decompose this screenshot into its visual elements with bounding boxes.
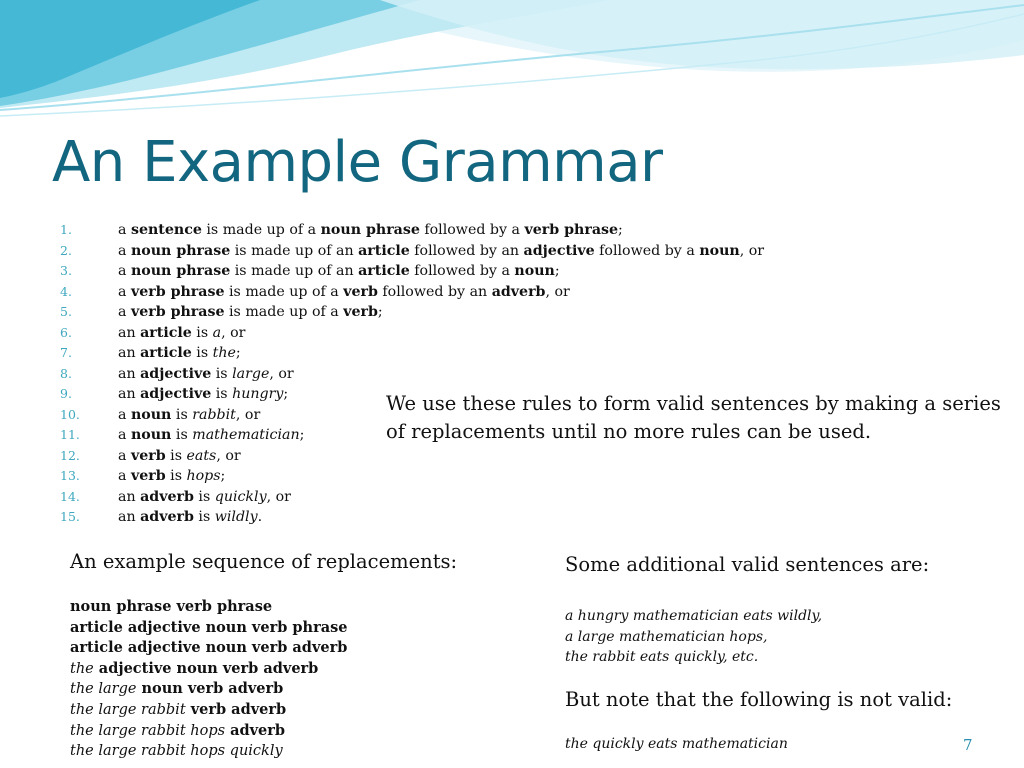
text-segment: verb [130, 447, 166, 464]
rule-number: 7. [60, 345, 72, 360]
grammar-rule [60, 302, 800, 323]
text-segment: is made up of an [230, 263, 359, 279]
additional-sentences [565, 606, 822, 668]
text-segment: the [70, 660, 94, 677]
text-segment: adjective [140, 365, 212, 382]
text-segment: a [212, 324, 222, 341]
sequence-step [70, 700, 348, 721]
text-segment: hops [186, 468, 221, 484]
rule-number: 6. [60, 324, 72, 340]
text-segment: is [171, 427, 193, 443]
text-segment: is made up of a [201, 222, 321, 238]
text-segment: is [193, 509, 215, 525]
text-segment: large [232, 365, 270, 382]
text-segment: , or [216, 447, 241, 464]
rule-text [118, 384, 288, 405]
text-segment: mathematician [192, 427, 300, 443]
rule-number: 1. [60, 222, 72, 237]
text-segment: , or [739, 242, 765, 259]
text-segment: is [191, 345, 213, 361]
text-segment: an [118, 488, 141, 505]
text-segment: followed by a [419, 222, 525, 238]
rule-text [118, 302, 383, 323]
text-segment: . [257, 509, 263, 525]
rule-text [118, 220, 623, 241]
rule-text [118, 343, 241, 364]
text-segment: noun verb adverb [136, 680, 284, 698]
sequence-step [70, 741, 348, 762]
text-segment: , or [221, 324, 246, 341]
text-segment: noun [130, 406, 172, 423]
text-segment: adjective [140, 386, 212, 402]
text-segment: article [358, 242, 410, 259]
text-segment: noun [699, 242, 740, 259]
text-segment: is [211, 365, 233, 382]
text-segment: an [118, 324, 141, 341]
text-segment: hungry [232, 386, 284, 402]
text-segment: article [140, 324, 192, 341]
grammar-rule [60, 364, 800, 385]
sequence-step [70, 618, 348, 639]
rule-text [118, 487, 291, 508]
grammar-rule [60, 507, 800, 528]
rule-text [118, 425, 304, 446]
text-segment: noun phrase [320, 222, 420, 238]
explanation-callout: We use these rules to form valid sentences by making a series of replacements until no more rules can be used. [386, 392, 1001, 443]
page-number: 7 [963, 736, 973, 754]
grammar-rule [60, 323, 800, 344]
text-segment: noun phrase verb phrase [70, 598, 273, 615]
text-segment: is made up of a [224, 283, 344, 300]
grammar-rule [60, 282, 800, 303]
text-segment: ; [220, 468, 226, 484]
text-segment: verb phrase [524, 222, 619, 238]
text-segment: a [118, 427, 131, 443]
text-segment: wildly [214, 509, 258, 525]
rule-text [118, 507, 262, 528]
rule-text [118, 405, 260, 426]
rule-text [118, 364, 294, 385]
text-segment: adjective noun verb adverb [93, 659, 319, 677]
grammar-rule [60, 261, 800, 282]
text-segment: followed by an [377, 283, 492, 300]
grammar-rule [60, 220, 800, 241]
text-segment: eats [186, 447, 217, 464]
rule-number: 5. [60, 304, 72, 319]
text-segment: verb [343, 304, 378, 320]
text-segment: article adjective noun verb adverb [70, 639, 348, 657]
rule-number: 3. [60, 263, 72, 278]
text-segment: adverb [140, 488, 194, 505]
sequence-step [70, 659, 348, 680]
rule-text [118, 241, 764, 262]
rule-number: 14. [60, 488, 80, 504]
text-segment: is [211, 386, 233, 402]
text-segment: ; [618, 222, 623, 238]
text-segment: the [212, 345, 236, 361]
text-segment: the large rabbit hops [70, 722, 226, 739]
text-segment: a [118, 283, 131, 300]
text-segment: article [140, 345, 192, 361]
text-segment: an [118, 345, 141, 361]
text-segment: noun phrase [130, 263, 231, 279]
grammar-rule [60, 343, 800, 364]
text-segment: adverb [491, 283, 546, 300]
sequence-heading: An example sequence of replacements: [70, 550, 458, 573]
rule-text [118, 446, 241, 467]
rule-number: 13. [60, 468, 80, 483]
grammar-rules-list [60, 220, 800, 528]
text-segment: followed by a [409, 263, 515, 279]
sequence-step [70, 679, 348, 700]
text-segment: is [171, 406, 193, 423]
text-segment: verb [130, 468, 166, 484]
text-segment: the large rabbit hops quickly [70, 743, 283, 760]
additional-sentence: a large mathematician hops, [565, 628, 768, 645]
text-segment: , or [269, 365, 294, 382]
additional-sentence: a hungry mathematician eats wildly, [565, 608, 823, 624]
text-segment: followed by an [409, 242, 524, 259]
grammar-rule [60, 466, 800, 487]
text-segment: verb phrase [130, 304, 225, 320]
text-segment: noun [130, 427, 172, 443]
sequence-step [70, 597, 348, 618]
text-segment: is made up of an [230, 242, 359, 259]
rule-text [118, 323, 245, 344]
text-segment: is [165, 468, 187, 484]
text-segment: , or [266, 488, 291, 505]
text-segment: , or [235, 406, 261, 423]
text-segment: is [165, 447, 187, 464]
text-segment: an [118, 386, 141, 402]
sequence-step [70, 638, 348, 659]
text-segment: ; [235, 345, 241, 361]
text-segment: followed by a [594, 242, 700, 259]
text-segment: verb [343, 283, 378, 300]
not-valid-heading: But note that the following is not valid: [565, 688, 953, 711]
text-segment: ; [283, 386, 289, 402]
sequence-step [70, 721, 348, 742]
text-segment: a [118, 222, 131, 238]
slide-title: An Example Grammar [52, 130, 663, 195]
text-segment: a [118, 242, 131, 259]
text-segment: verb adverb [185, 700, 287, 718]
text-segment: a [118, 263, 131, 279]
text-segment: adverb [140, 509, 194, 525]
text-segment: ; [377, 304, 383, 320]
text-segment: the large rabbit [70, 701, 186, 718]
grammar-rule [60, 487, 800, 508]
text-segment: an [118, 365, 141, 382]
text-segment: an [118, 509, 141, 525]
header-wave-decoration [0, 0, 1024, 120]
text-segment: adjective [523, 242, 595, 259]
grammar-rule [60, 241, 800, 262]
rule-number: 15. [60, 509, 80, 524]
rule-number: 8. [60, 365, 72, 381]
text-segment: quickly [214, 488, 267, 505]
rule-number: 12. [60, 447, 80, 463]
additional-sentence: the rabbit eats quickly, etc. [565, 649, 759, 665]
text-segment: the large [70, 681, 137, 698]
replacement-sequence [70, 597, 348, 762]
text-segment: is [193, 488, 215, 505]
text-segment: a [118, 304, 131, 320]
text-segment: ; [299, 427, 305, 443]
invalid-example: the quickly eats mathematician [565, 736, 788, 752]
text-segment: ; [554, 263, 560, 279]
text-segment: is [191, 324, 213, 341]
text-segment: rabbit [192, 406, 236, 423]
text-segment: noun [514, 263, 555, 279]
text-segment: a [118, 406, 131, 423]
rule-number: 9. [60, 386, 72, 401]
text-segment: is made up of a [224, 304, 344, 320]
text-segment: verb phrase [130, 283, 225, 300]
rule-number: 4. [60, 283, 72, 299]
text-segment: adverb [225, 721, 286, 739]
rule-number: 2. [60, 242, 72, 258]
text-segment: noun phrase [130, 242, 231, 259]
rule-number: 10. [60, 406, 80, 422]
grammar-rule [60, 446, 800, 467]
rule-text [118, 261, 560, 282]
rule-text [118, 282, 570, 303]
text-segment: sentence [130, 222, 202, 238]
text-segment: , or [545, 283, 570, 300]
rule-number: 11. [60, 427, 80, 442]
text-segment: article adjective noun verb phrase [70, 618, 348, 636]
additional-sentences-heading: Some additional valid sentences are: [565, 553, 930, 576]
text-segment: a [118, 447, 131, 464]
text-segment: a [118, 468, 131, 484]
rule-text [118, 466, 225, 487]
text-segment: article [358, 263, 410, 279]
